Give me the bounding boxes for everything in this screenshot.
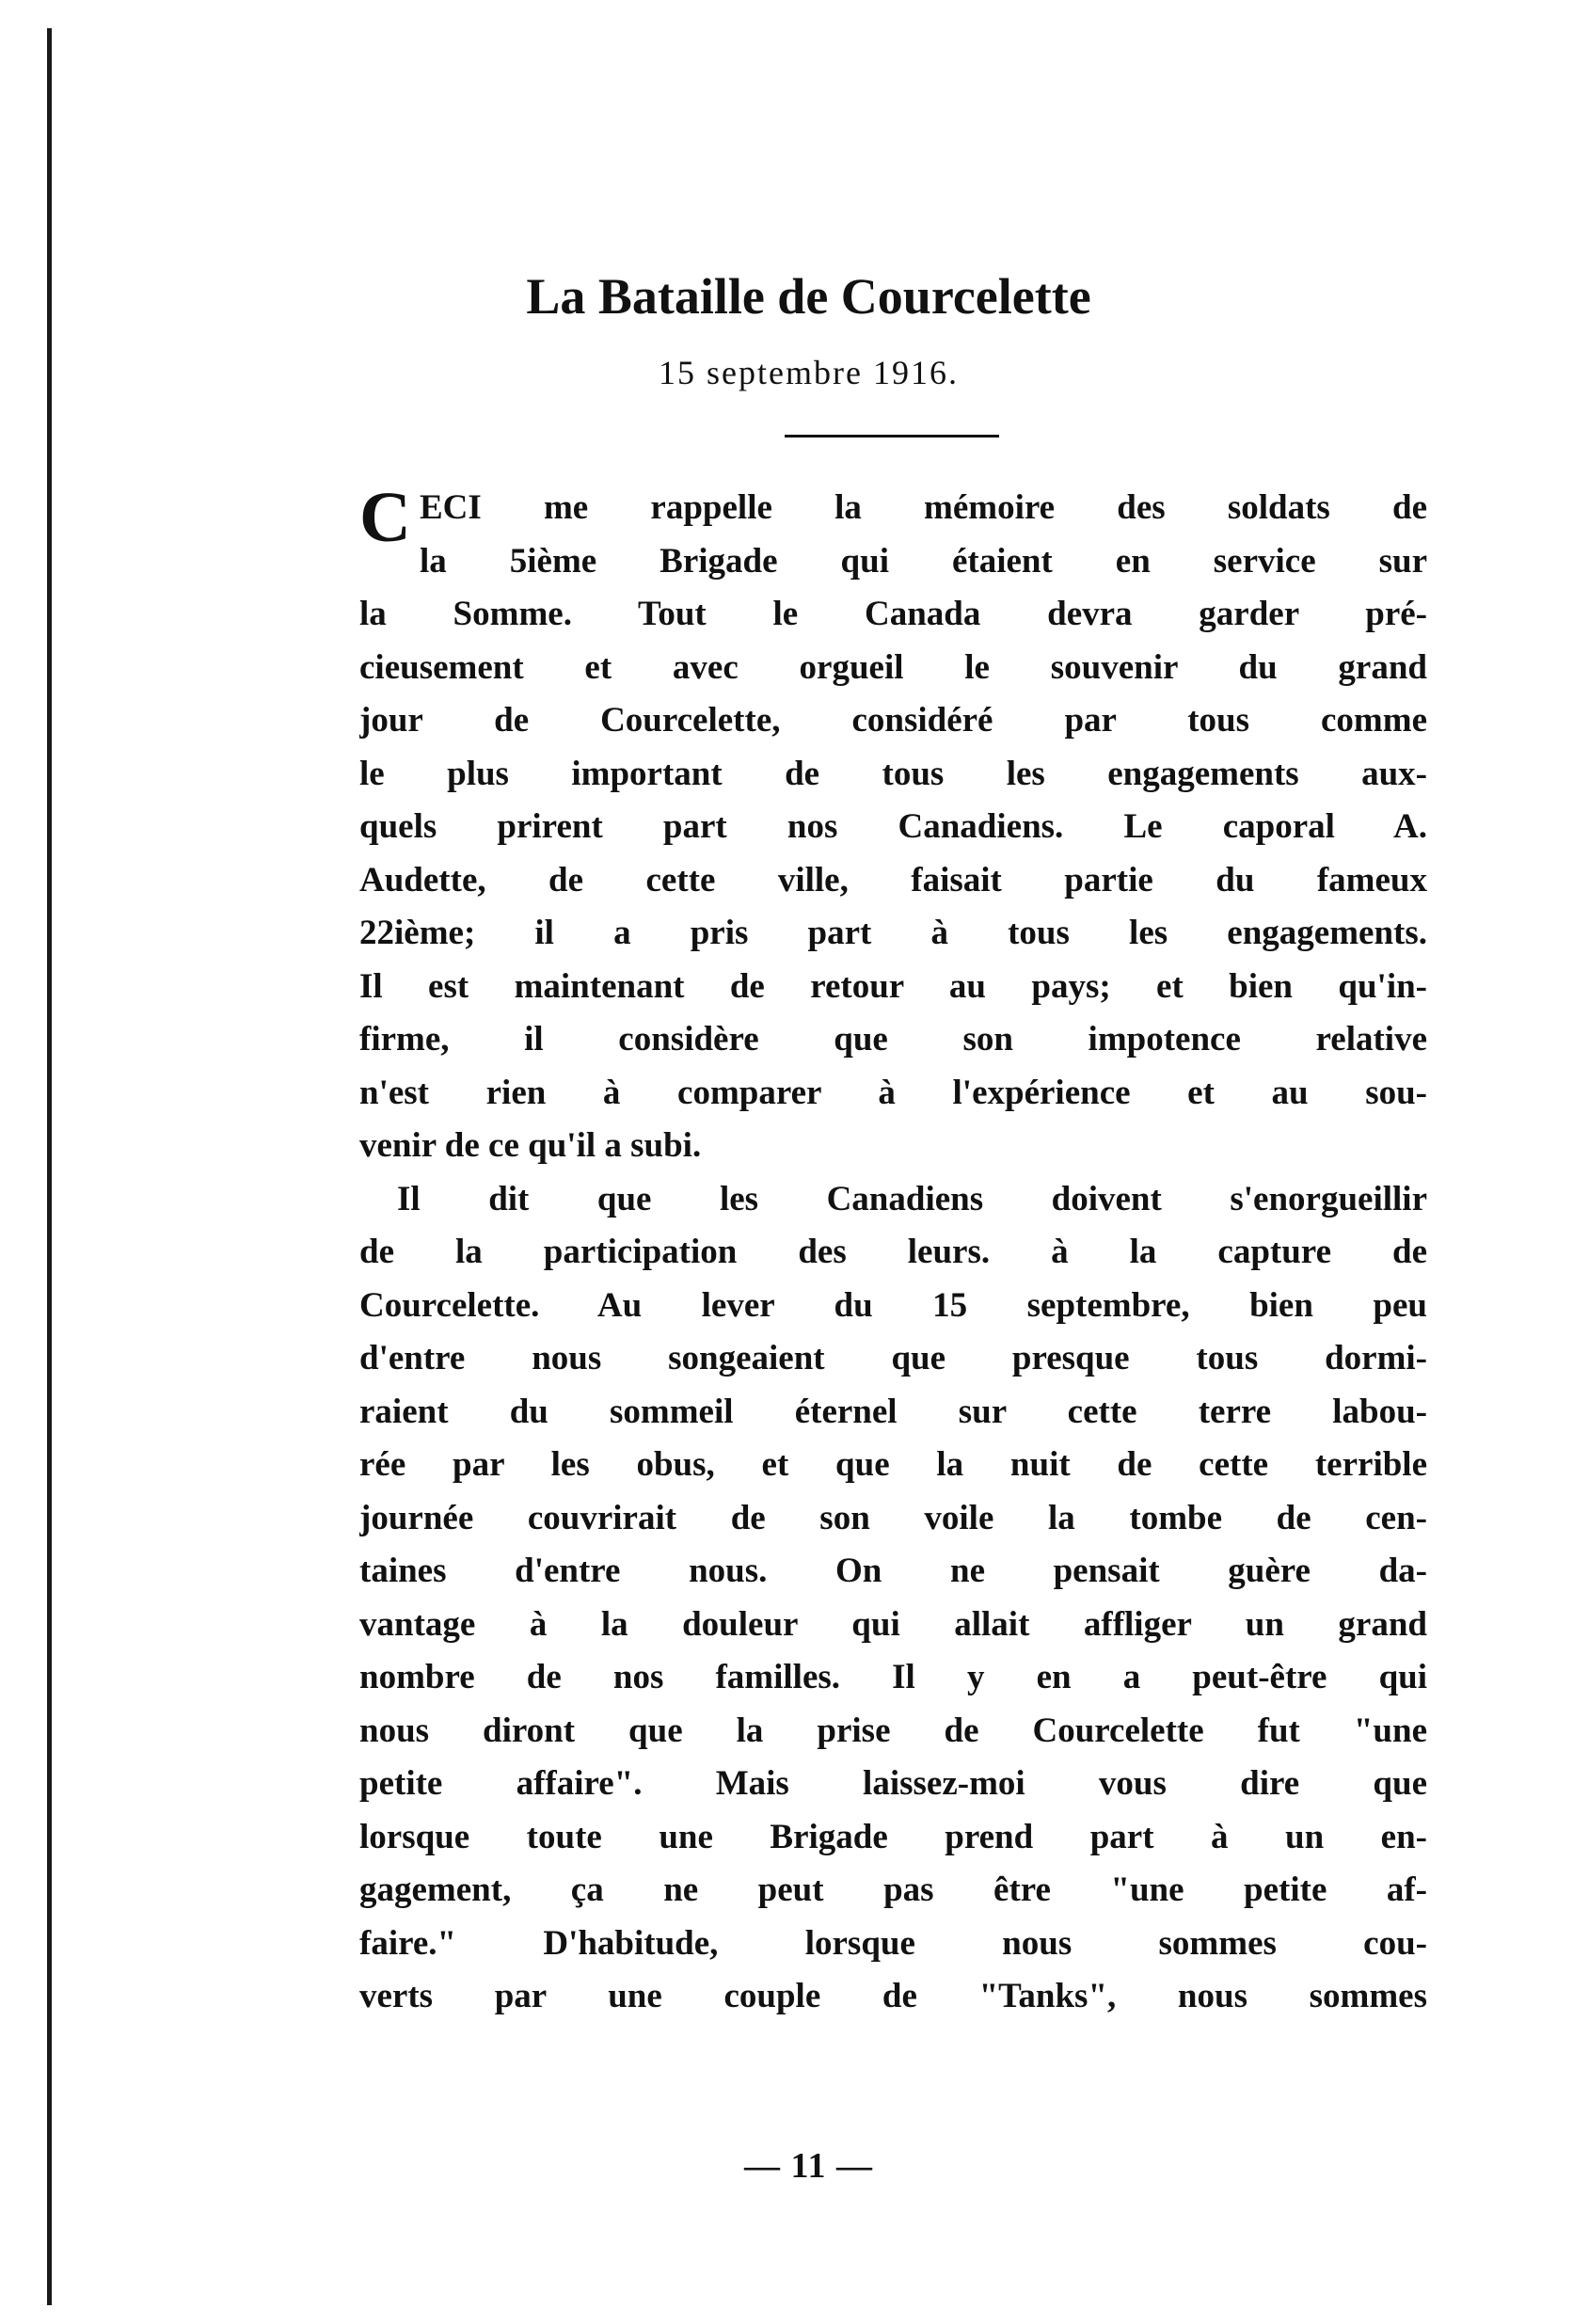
text-line: rée par les obus, et que la nuit de cette terrible [359, 1445, 1427, 1484]
text-line: quels prirent part nos Canadiens. Le caporal A. [359, 807, 1427, 846]
text-line: verts par une couple de "Tanks", nous sommes [359, 1977, 1427, 2015]
text-line: vantage à la douleur qui allait affliger un grand [359, 1604, 1427, 1644]
text-line: journée couvrirait de son voile la tombe de cen- [359, 1498, 1427, 1537]
text-line: firme, il considère que son impotence relative [359, 1020, 1427, 1059]
text-line: la 5ième Brigade qui étaient en service sur [420, 541, 1427, 581]
text-line: gagement, ça ne peut pas être "une petite af- [359, 1870, 1427, 1909]
text-line: venir de ce qu'il a subi. [359, 1126, 702, 1165]
text-line: Courcelette. Au lever du 15 septembre, bien peu [359, 1285, 1427, 1325]
text-line: petite affaire". Mais laissez-moi vous dire que [359, 1764, 1427, 1803]
text-line: de la participation des leurs. à la capture de [359, 1233, 1427, 1271]
chapter-title: La Bataille de Courcelette [526, 268, 1091, 325]
text-line: Il dit que les Canadiens doivent s'enorgueillir [397, 1179, 1427, 1218]
text-line: ECI me rappelle la mémoire des soldats de [420, 488, 1427, 527]
title-rule-divider [785, 435, 999, 438]
chapter-date: 15 septembre 1916. [659, 354, 959, 391]
text-line: Audette, de cette ville, faisait partie du fameux [359, 860, 1427, 899]
text-line: jour de Courcelette, considéré par tous comme [359, 701, 1427, 740]
page-number: — 11 — [744, 2146, 873, 2186]
text-line: nous diront que la prise de Courcelette fut "une [359, 1711, 1427, 1750]
text-line: le plus important de tous les engagements aux- [359, 754, 1427, 793]
text-line: faire." D'habitude, lorsque nous sommes cou- [359, 1923, 1427, 1963]
text-line: Il est maintenant de retour au pays; et bien qu'in- [359, 966, 1427, 1006]
text-line: raient du sommeil éternel sur cette terre labou- [359, 1392, 1427, 1431]
first-paragraph-lead [420, 482, 1427, 588]
text-line: n'est rien à comparer à l'expérience et au sou- [359, 1073, 1427, 1112]
body-text [359, 588, 1427, 2024]
text-line: taines d'entre nous. On ne pensait guère da- [359, 1552, 1427, 1590]
text-line: lorsque toute une Brigade prend part à un en- [359, 1817, 1427, 1856]
drop-cap: C [359, 478, 411, 557]
text-line: la Somme. Tout le Canada devra garder pré- [359, 595, 1427, 633]
text-line: nombre de nos familles. Il y en a peut-être qui [359, 1658, 1427, 1696]
text-line: d'entre nous songeaient que presque tous dormi- [359, 1339, 1427, 1377]
text-line: cieusement et avec orgueil le souvenir du grand [359, 647, 1427, 687]
text-line: 22ième; il a pris part à tous les engagements. [359, 914, 1427, 952]
